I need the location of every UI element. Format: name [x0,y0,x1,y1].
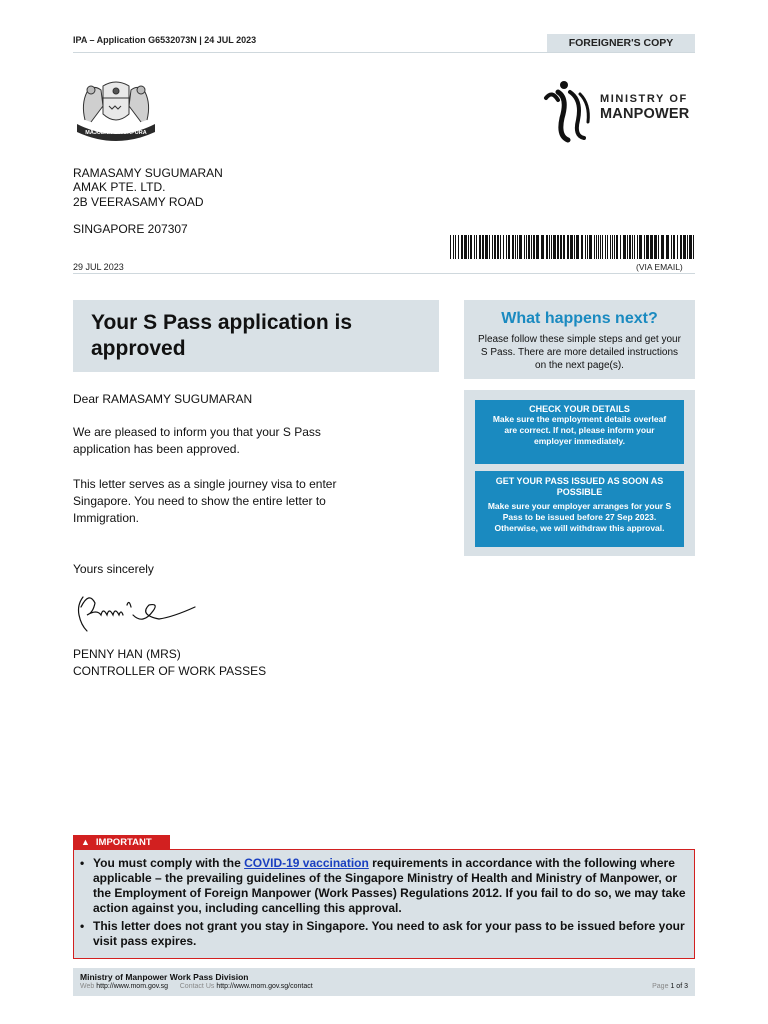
barcode-bar [455,235,456,259]
ministry-logo-line1: MINISTRY OF [600,93,688,105]
barcode-bar [658,235,659,259]
approval-title-box [73,300,439,372]
barcode-bar [526,235,527,259]
barcode-bar [602,235,603,259]
recipient-company: AMAK PTE. LTD. [73,180,166,195]
copy-label: FOREIGNER'S COPY [547,34,695,52]
barcode-bar [494,235,496,259]
barcode-bar [531,235,532,259]
page-current: 1 [670,983,675,990]
footer [73,968,695,996]
barcode-bar [680,235,682,259]
step-text: Make sure your employer arranges for your S Pass to be issued before 27 Sep 2023. Otherwise, we will withdraw this approval. [487,501,672,533]
barcode-bar [639,235,642,259]
body-paragraph-1: We are pleased to inform you that your S Pass application has been approved. [73,425,321,456]
barcode-bar [551,235,552,259]
barcode-bar [458,235,459,259]
delivery-method: (VIA EMAIL) [636,262,683,272]
important-item-1-text-before: You must comply with the [93,856,245,870]
barcode-bar [666,235,669,259]
what-happens-next-box [464,300,695,379]
barcode-bar [474,235,475,259]
barcode-bar [453,235,454,259]
barcode-bar [607,235,608,259]
barcode-bar [497,235,499,259]
barcode-bar [541,235,544,259]
step-heading: GET YOUR PASS ISSUED AS SOON AS POSSIBLE [495,476,664,497]
closing: Yours sincerely [73,562,154,576]
divider [73,52,695,53]
page-number [652,983,688,990]
barcode-bar [627,235,628,259]
barcode-bar [517,235,518,259]
barcode-bar [581,235,583,259]
page-total: 3 [684,983,688,990]
page-of: of [676,983,683,990]
barcode-bar [637,235,638,259]
barcode-bar [506,235,507,259]
body-paragraph-2: This letter serves as a single journey visa to enter Singapore. You need to show the entire letter to Immigration. [73,477,337,525]
barcode-bar [576,235,579,259]
barcode [450,235,694,259]
barcode-bar [476,235,477,259]
barcode-bar [634,235,635,259]
signature-image [73,585,203,635]
barcode-bar [464,235,467,259]
barcode-bar [614,235,615,259]
barcode-bar [515,235,516,259]
barcode-bar [589,235,592,259]
footer-web-label: Web [80,983,95,990]
barcode-bar [536,235,539,259]
salutation: Dear RAMASAMY SUGUMARAN [73,392,253,406]
barcode-bar [629,235,631,259]
footer-links [80,983,313,990]
barcode-bar [600,235,601,259]
barcode-bar [687,235,688,259]
step-check-details [475,400,684,464]
steps-box [464,390,695,556]
barcode-bar [492,235,493,259]
barcode-bar [689,235,692,259]
recipient-city-postal: SINGAPORE 207307 [73,222,188,236]
barcode-bar [533,235,535,259]
barcode-bar [683,235,686,259]
barcode-bar [671,235,672,259]
approval-title: Your S Pass application is approved [91,311,353,360]
barcode-bar [673,235,675,259]
barcode-bar [557,235,559,259]
barcode-bar [524,235,525,259]
footer-contact-label: Contact Us [179,983,215,990]
barcode-bar [450,235,451,259]
barcode-bar [585,235,586,259]
barcode-bar [610,235,611,259]
barcode-bar [468,235,469,259]
next-intro: Please follow these simple steps and get your S Pass. There are more detailed instructions on the next page(s). [478,334,681,371]
footer-organization: Ministry of Manpower Work Pass Division [80,972,249,982]
barcode-bar [567,235,569,259]
barcode-bar [650,235,653,259]
barcode-bar [620,235,621,259]
divider [73,273,695,274]
crest-motto: MAJULAH SINGAPURA [85,130,147,136]
recipient-name: RAMASAMY SUGUMARAN [73,166,223,180]
covid-vaccination-link[interactable]: COVID-19 vaccination [244,856,369,870]
important-item-2 [80,919,686,949]
important-label [73,835,170,849]
barcode-bar [646,235,649,259]
barcode-bar [553,235,556,259]
barcode-bar [612,235,613,259]
page-label: Page [652,983,669,990]
barcode-bar [503,235,504,259]
bullet-icon: • [80,919,85,933]
barcode-bar [500,235,501,259]
signatory-name: PENNY HAN (MRS) [73,647,181,661]
barcode-bar [594,235,595,259]
barcode-bar [512,235,514,259]
mom-figure-icon [538,78,598,144]
barcode-bar [632,235,633,259]
barcode-bar [508,235,510,259]
signatory-title: CONTROLLER OF WORK PASSES [73,664,267,678]
barcode-bar [570,235,573,259]
footer-web-link[interactable]: http://www.mom.gov.sg [96,983,169,990]
barcode-bar [598,235,599,259]
important-item-1 [80,856,686,916]
barcode-bar [623,235,626,259]
important-item-2-text: This letter does not grant you stay in Singapore. You need to ask for your pass to be issued before your visit pass expires. [93,919,685,948]
barcode-bar [616,235,618,259]
barcode-bar [546,235,548,259]
barcode-bar [563,235,565,259]
important-item-1-text-after: requirements in accordance with the following where applicable – the prevailing guidelines of the Singapore Ministry of Health and Ministry of Manpower, or the Employment of Foreign Manpower (Work Passes) Regulations 2012. If you fail to do so, we may take action against you, including cancelling this approval. [93,856,686,915]
recipient-street: 2B VEERASAMY ROAD [73,194,204,209]
barcode-bar [654,235,657,259]
step-text: Make sure the employment details overleaf are correct. If not, please inform your employer immediately. [492,414,667,446]
barcode-bar [661,235,664,259]
barcode-bar [693,235,694,259]
barcode-bar [479,235,481,259]
important-notice-box [73,849,695,959]
barcode-bar [482,235,484,259]
letter-date: 29 JUL 2023 [73,262,124,272]
ministry-of-manpower-logo [538,78,696,144]
important-label-text: IMPORTANT [95,837,152,848]
barcode-bar [485,235,488,259]
barcode-bar [596,235,597,259]
barcode-bar [574,235,575,259]
barcode-bar [587,235,588,259]
barcode-bar [605,235,606,259]
next-heading: What happens next? [501,310,658,327]
step-get-pass-issued [475,471,684,547]
barcode-bar [489,235,490,259]
barcode-bar [677,235,678,259]
step-heading: CHECK YOUR DETAILS [529,404,630,414]
barcode-bar [519,235,522,259]
application-reference: IPA – Application G6532073N | 24 JUL 2023 [73,35,257,45]
singapore-crest-logo [73,76,159,142]
barcode-bar [549,235,550,259]
barcode-bar [461,235,463,259]
bullet-icon: • [80,856,85,870]
ministry-logo-line2: MANPOWER [600,106,690,122]
warning-triangle-icon: ▲ [81,837,90,847]
barcode-bar [644,235,645,259]
barcode-bar [470,235,472,259]
recipient-address [73,166,223,209]
footer-contact-link[interactable]: http://www.mom.gov.sg/contact [216,983,313,990]
barcode-bar [528,235,530,259]
barcode-bar [560,235,562,259]
